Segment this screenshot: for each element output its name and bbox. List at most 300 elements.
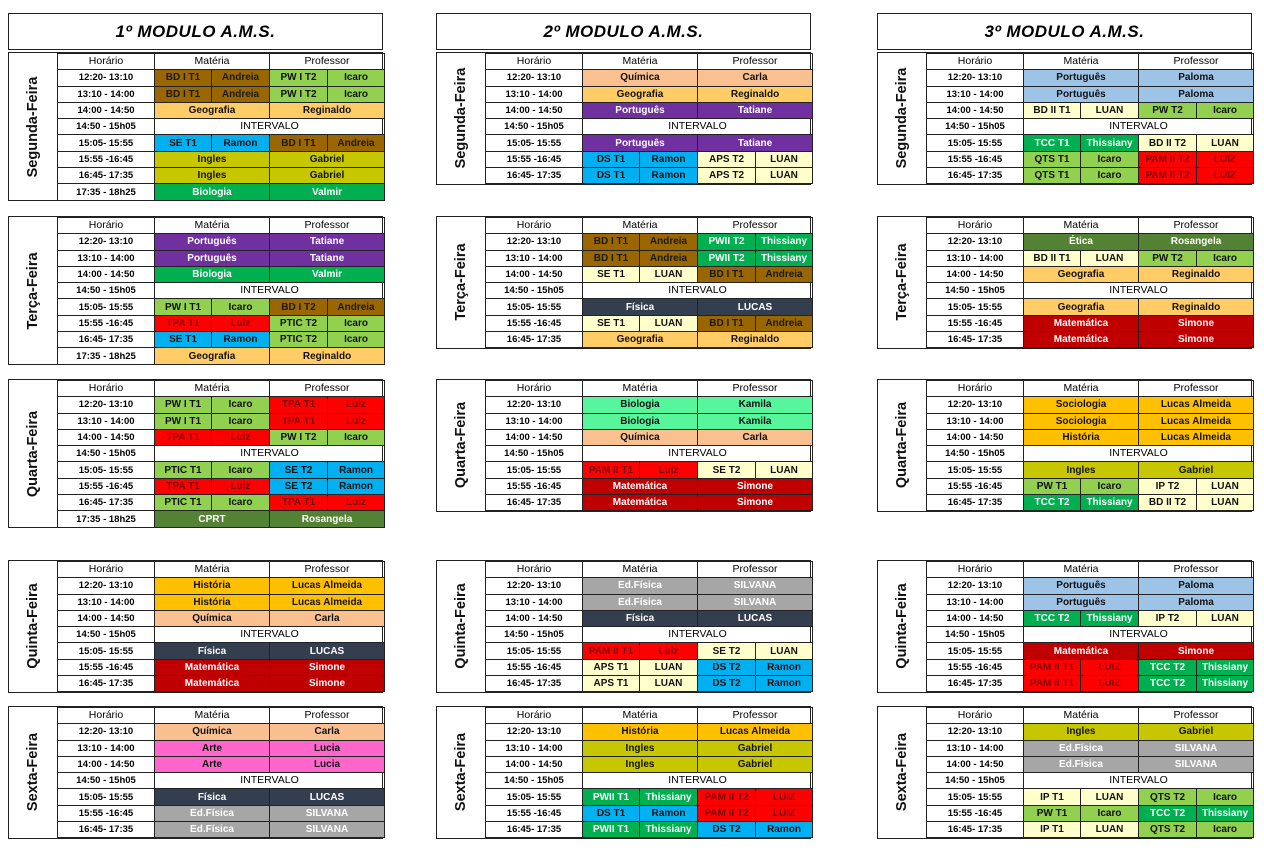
subject-cell: Biologia [583, 413, 698, 429]
table-row [486, 250, 813, 266]
time-slot: 14:50 - 15h05 [58, 627, 155, 643]
subject-cell: TCC T2 [1024, 495, 1081, 511]
subject-cell: Ed.Física [155, 822, 270, 838]
header-professor: Professor [1139, 381, 1254, 397]
teacher-cell: SILVANA [698, 578, 813, 594]
time-slot: 12:20- 13:10 [58, 234, 155, 250]
teacher-cell: Lucas Almeida [270, 578, 385, 594]
teacher-cell: LUAN [1197, 135, 1254, 151]
table-row [58, 102, 385, 118]
time-slot: 15:05- 15:55 [486, 789, 583, 805]
table-row [486, 315, 813, 331]
time-slot: 15:55 -16:45 [58, 805, 155, 821]
table-row [58, 610, 385, 626]
day-schedule-block [8, 379, 383, 528]
subject-cell: APS T1 [583, 659, 640, 675]
subject-cell: Ed.Física [155, 805, 270, 821]
time-slot: 16:45- 17:35 [486, 168, 583, 184]
subject-cell: Ed.Física [1024, 756, 1139, 772]
table-row [927, 659, 1254, 675]
table-row [486, 740, 813, 756]
time-slot: 14:50 - 15h05 [486, 773, 583, 789]
subject-cell: Sociologia [1024, 413, 1139, 429]
subject-cell: LUIZ [1081, 659, 1139, 675]
day-schedule-block [877, 706, 1252, 839]
table-row [927, 446, 1254, 462]
table-row [927, 578, 1254, 594]
subject-cell: TCC T2 [1024, 610, 1081, 626]
subject-cell: Português [155, 234, 270, 250]
table-row [486, 495, 813, 511]
teacher-cell: DS T2 [698, 822, 756, 838]
time-slot: 14:00 - 14:50 [58, 266, 155, 282]
day-label-text: Sexta-Feira [894, 733, 910, 812]
subject-cell: Química [583, 429, 698, 445]
teacher-cell: LUAN [1197, 478, 1254, 494]
day-schedule-block [8, 52, 383, 201]
table-row [927, 413, 1254, 429]
subject-cell: Ingles [1024, 724, 1139, 740]
header-materia: Matéria [1024, 381, 1139, 397]
day-label-text: Quinta-Feira [25, 583, 41, 670]
subject-cell: TPA T1 [155, 429, 212, 445]
subject-cell: QTS T1 [1024, 151, 1081, 167]
day-schedule-block [436, 560, 811, 693]
subject-cell: LUAN [1081, 102, 1139, 118]
subject-cell: Matemática [1024, 332, 1139, 348]
subject-cell: PW I T1 [155, 299, 212, 315]
teacher-cell: DS T2 [698, 659, 756, 675]
day-schedule-block [436, 706, 811, 839]
time-slot: 12:20- 13:10 [486, 724, 583, 740]
time-slot: 14:00 - 14:50 [58, 756, 155, 772]
subject-cell: Geografia [155, 102, 270, 118]
schedule-table [926, 561, 1254, 692]
time-slot: 15:55 -16:45 [486, 315, 583, 331]
time-slot: 13:10 - 14:00 [486, 86, 583, 102]
subject-cell: TCC T1 [1024, 135, 1081, 151]
subject-cell: Química [155, 610, 270, 626]
table-row [927, 168, 1254, 184]
subject-cell: LUIZ [1081, 676, 1139, 692]
teacher-cell: Carla [270, 724, 385, 740]
time-slot: 15:05- 15:55 [486, 135, 583, 151]
header-materia: Matéria [1024, 218, 1139, 234]
table-header-row [58, 54, 385, 70]
day-schedule-block [8, 560, 383, 693]
table-header-row [927, 562, 1254, 578]
table-row [486, 102, 813, 118]
teacher-cell: PAM II T2 [698, 805, 756, 821]
time-slot: 15:05- 15:55 [486, 462, 583, 478]
time-slot: 14:50 - 15h05 [58, 119, 155, 135]
table-header-row [927, 381, 1254, 397]
table-header-row [486, 218, 813, 234]
teacher-cell: IP T2 [1139, 610, 1197, 626]
day-label [878, 561, 926, 692]
table-row [58, 676, 385, 692]
header-professor: Professor [270, 381, 385, 397]
subject-cell: PWII T1 [583, 789, 640, 805]
time-slot: 13:10 - 14:00 [58, 594, 155, 610]
header-materia: Matéria [583, 708, 698, 724]
teacher-cell: Gabriel [270, 151, 385, 167]
table-row [58, 578, 385, 594]
table-row [58, 266, 385, 282]
time-slot: 14:00 - 14:50 [927, 610, 1024, 626]
subject-cell: BD II T1 [1024, 250, 1081, 266]
header-professor: Professor [1139, 54, 1254, 70]
subject-cell: Matemática [155, 659, 270, 675]
subject-cell: Ramon [212, 332, 270, 348]
subject-cell: Arte [155, 756, 270, 772]
header-horario: Horário [927, 54, 1024, 70]
table-row [58, 332, 385, 348]
teacher-cell: Reginaldo [270, 348, 385, 364]
teacher-cell: Ramon [756, 659, 813, 675]
time-slot: 14:00 - 14:50 [927, 266, 1024, 282]
teacher-cell: Reginaldo [1139, 299, 1254, 315]
table-row [486, 332, 813, 348]
header-professor: Professor [270, 562, 385, 578]
teacher-cell: PW I T2 [270, 70, 328, 86]
subject-cell: BD II T1 [1024, 102, 1081, 118]
time-slot: 16:45- 17:35 [927, 822, 1024, 838]
teacher-cell: TPA T1 [270, 495, 328, 511]
table-row [58, 429, 385, 445]
time-slot: 15:55 -16:45 [58, 151, 155, 167]
teacher-cell: Thissiany [756, 250, 813, 266]
time-slot: 15:55 -16:45 [58, 315, 155, 331]
teacher-cell: APS T2 [698, 151, 756, 167]
table-header-row [486, 708, 813, 724]
table-row [58, 446, 385, 462]
teacher-cell: TPA T1 [270, 397, 328, 413]
teacher-cell: Icaro [328, 429, 385, 445]
teacher-cell: Thissiany [756, 234, 813, 250]
header-materia: Matéria [583, 562, 698, 578]
header-materia: Matéria [583, 381, 698, 397]
teacher-cell: PAM II T2 [698, 789, 756, 805]
time-slot: 12:20- 13:10 [58, 724, 155, 740]
time-slot: 15:55 -16:45 [58, 478, 155, 494]
table-row [486, 578, 813, 594]
time-slot: 12:20- 13:10 [927, 724, 1024, 740]
table-row [927, 119, 1254, 135]
teacher-cell: SILVANA [270, 805, 385, 821]
subject-cell: Português [1024, 594, 1139, 610]
teacher-cell: APS T2 [698, 168, 756, 184]
time-slot: 15:05- 15:55 [927, 299, 1024, 315]
table-header-row [58, 562, 385, 578]
time-slot: 15:05- 15:55 [58, 789, 155, 805]
subject-cell: Luiz [212, 478, 270, 494]
time-slot: 14:50 - 15h05 [927, 446, 1024, 462]
table-row [486, 822, 813, 838]
subject-cell: DS T1 [583, 168, 640, 184]
schedule-table [926, 53, 1254, 184]
subject-cell: Luiz [212, 429, 270, 445]
table-row [58, 462, 385, 478]
teacher-cell: BD I T1 [270, 135, 328, 151]
subject-cell: Português [583, 102, 698, 118]
teacher-cell: QTS T2 [1139, 822, 1197, 838]
subject-cell: Português [583, 135, 698, 151]
subject-cell: Biologia [155, 266, 270, 282]
header-materia: Matéria [155, 708, 270, 724]
header-horario: Horário [58, 708, 155, 724]
day-label [878, 380, 926, 511]
subject-cell: LUAN [1081, 822, 1139, 838]
day-schedule-block [436, 379, 811, 512]
subject-cell: Andreia [640, 234, 698, 250]
subject-cell: Thissiany [640, 789, 698, 805]
header-horario: Horário [58, 54, 155, 70]
time-slot: 15:55 -16:45 [486, 478, 583, 494]
teacher-cell: Simone [270, 676, 385, 692]
subject-cell: Português [1024, 86, 1139, 102]
table-row [927, 299, 1254, 315]
interval-cell: INTERVALO [155, 446, 385, 462]
teacher-cell: Gabriel [1139, 462, 1254, 478]
subject-cell: Física [583, 299, 698, 315]
teacher-cell: Andreia [756, 266, 813, 282]
time-slot: 16:45- 17:35 [58, 495, 155, 511]
time-slot: 15:55 -16:45 [927, 315, 1024, 331]
subject-cell: História [155, 578, 270, 594]
subject-cell: Ramon [212, 135, 270, 151]
time-slot: 14:50 - 15h05 [486, 446, 583, 462]
header-professor: Professor [270, 218, 385, 234]
teacher-cell: Kamila [698, 397, 813, 413]
day-label [878, 707, 926, 838]
time-slot: 14:50 - 15h05 [58, 446, 155, 462]
table-header-row [927, 54, 1254, 70]
teacher-cell: Rosangela [1139, 234, 1254, 250]
teacher-cell: Icaro [1197, 789, 1254, 805]
subject-cell: Ramon [640, 151, 698, 167]
table-row [927, 283, 1254, 299]
subject-cell: Icaro [212, 299, 270, 315]
subject-cell: Física [155, 643, 270, 659]
table-row [927, 315, 1254, 331]
teacher-cell: Rosangela [270, 511, 385, 527]
table-row [58, 135, 385, 151]
day-label [878, 217, 926, 348]
time-slot: 13:10 - 14:00 [58, 740, 155, 756]
time-slot: 15:05- 15:55 [58, 299, 155, 315]
time-slot: 13:10 - 14:00 [486, 740, 583, 756]
subject-cell: DS T1 [583, 151, 640, 167]
time-slot: 15:05- 15:55 [486, 299, 583, 315]
subject-cell: Física [583, 610, 698, 626]
table-row [58, 250, 385, 266]
teacher-cell: SE T2 [698, 643, 756, 659]
header-horario: Horário [486, 218, 583, 234]
subject-cell: TPA T1 [155, 315, 212, 331]
subject-cell: IP T1 [1024, 822, 1081, 838]
time-slot: 15:55 -16:45 [486, 151, 583, 167]
subject-cell: Matemática [583, 495, 698, 511]
teacher-cell: LUAN [756, 643, 813, 659]
teacher-cell: LUIZ [1197, 168, 1254, 184]
table-row [58, 756, 385, 772]
table-row [927, 724, 1254, 740]
table-row [58, 168, 385, 184]
table-row [486, 283, 813, 299]
day-label [9, 217, 57, 364]
subject-cell: Geografia [1024, 266, 1139, 282]
time-slot: 15:55 -16:45 [927, 805, 1024, 821]
time-slot: 13:10 - 14:00 [58, 413, 155, 429]
teacher-cell: Simone [698, 495, 813, 511]
subject-cell: Ramon [640, 168, 698, 184]
teacher-cell: BD I T1 [698, 315, 756, 331]
time-slot: 15:05- 15:55 [486, 643, 583, 659]
table-row [58, 283, 385, 299]
teacher-cell: SILVANA [270, 822, 385, 838]
day-schedule-block [877, 379, 1252, 512]
time-slot: 15:05- 15:55 [927, 789, 1024, 805]
teacher-cell: Lucas Almeida [1139, 413, 1254, 429]
teacher-cell: Simone [1139, 643, 1254, 659]
teacher-cell: Valmir [270, 184, 385, 200]
schedule-table [926, 380, 1254, 511]
time-slot: 12:20- 13:10 [486, 234, 583, 250]
teacher-cell: Icaro [328, 332, 385, 348]
subject-cell: Biologia [155, 184, 270, 200]
subject-cell: Luiz [212, 315, 270, 331]
teacher-cell: Paloma [1139, 70, 1254, 86]
subject-cell: Luiz [640, 462, 698, 478]
table-row [927, 643, 1254, 659]
teacher-cell: TPA T1 [270, 413, 328, 429]
interval-cell: INTERVALO [1024, 627, 1254, 643]
table-header-row [927, 218, 1254, 234]
subject-cell: QTS T1 [1024, 168, 1081, 184]
subject-cell: Thissiany [1081, 495, 1139, 511]
time-slot: 14:00 - 14:50 [927, 429, 1024, 445]
time-slot: 15:05- 15:55 [927, 643, 1024, 659]
teacher-cell: LUAN [1197, 610, 1254, 626]
day-label-text: Quarta-Feira [894, 402, 910, 489]
time-slot: 12:20- 13:10 [58, 70, 155, 86]
subject-cell: PW I T1 [155, 397, 212, 413]
module-title: 1º MODULO A.M.S. [8, 13, 383, 50]
table-row [486, 86, 813, 102]
table-row [486, 70, 813, 86]
header-horario: Horário [927, 218, 1024, 234]
interval-cell: INTERVALO [155, 773, 385, 789]
header-professor: Professor [270, 54, 385, 70]
teacher-cell: Icaro [328, 86, 385, 102]
subject-cell: Ética [1024, 234, 1139, 250]
subject-cell: PTIC T1 [155, 462, 212, 478]
teacher-cell: PW I T2 [270, 429, 328, 445]
day-schedule-block [877, 216, 1252, 349]
interval-cell: INTERVALO [583, 627, 813, 643]
time-slot: 13:10 - 14:00 [927, 413, 1024, 429]
teacher-cell: Lucia [270, 756, 385, 772]
teacher-cell: Gabriel [270, 168, 385, 184]
time-slot: 13:10 - 14:00 [486, 250, 583, 266]
time-slot: 12:20- 13:10 [486, 397, 583, 413]
header-horario: Horário [927, 708, 1024, 724]
header-professor: Professor [1139, 708, 1254, 724]
table-row [58, 478, 385, 494]
table-row [927, 86, 1254, 102]
subject-cell: PAM II T1 [583, 462, 640, 478]
header-horario: Horário [58, 381, 155, 397]
subject-cell: PW T1 [1024, 478, 1081, 494]
table-row [927, 627, 1254, 643]
subject-cell: Química [155, 724, 270, 740]
teacher-cell: Luiz [328, 413, 385, 429]
day-label [437, 53, 485, 184]
teacher-cell: TCC T2 [1139, 659, 1197, 675]
table-row [486, 299, 813, 315]
day-label-text: Terça-Feira [894, 243, 910, 321]
interval-cell: INTERVALO [155, 283, 385, 299]
teacher-cell: Paloma [1139, 578, 1254, 594]
time-slot: 12:20- 13:10 [58, 397, 155, 413]
table-row [58, 627, 385, 643]
time-slot: 15:55 -16:45 [58, 659, 155, 675]
header-horario: Horário [486, 708, 583, 724]
subject-cell: Andreia [212, 86, 270, 102]
time-slot: 16:45- 17:35 [486, 332, 583, 348]
table-row [58, 299, 385, 315]
teacher-cell: Paloma [1139, 594, 1254, 610]
time-slot: 13:10 - 14:00 [58, 250, 155, 266]
day-label [437, 380, 485, 511]
teacher-cell: Lucas Almeida [1139, 429, 1254, 445]
header-professor: Professor [698, 381, 813, 397]
time-slot: 14:50 - 15h05 [486, 627, 583, 643]
day-label [437, 217, 485, 348]
subject-cell: Luiz [640, 643, 698, 659]
time-slot: 16:45- 17:35 [927, 332, 1024, 348]
subject-cell: Ed.Física [583, 578, 698, 594]
time-slot: 15:05- 15:55 [58, 135, 155, 151]
subject-cell: Ingles [583, 740, 698, 756]
subject-cell: Andreia [212, 70, 270, 86]
teacher-cell: Andreia [328, 299, 385, 315]
table-row [58, 234, 385, 250]
table-row [486, 168, 813, 184]
subject-cell: Icaro [212, 462, 270, 478]
time-slot: 15:05- 15:55 [927, 135, 1024, 151]
table-row [58, 151, 385, 167]
time-slot: 15:05- 15:55 [927, 462, 1024, 478]
subject-cell: Thissiany [640, 822, 698, 838]
time-slot: 14:00 - 14:50 [486, 102, 583, 118]
teacher-cell: Icaro [328, 315, 385, 331]
subject-cell: Geografia [583, 86, 698, 102]
table-row [58, 789, 385, 805]
table-row [486, 462, 813, 478]
table-row [486, 805, 813, 821]
table-row [927, 756, 1254, 772]
table-row [58, 315, 385, 331]
table-row [58, 643, 385, 659]
table-row [58, 773, 385, 789]
day-label-text: Quarta-Feira [25, 410, 41, 497]
day-schedule-block [8, 706, 383, 839]
time-slot: 14:50 - 15h05 [927, 119, 1024, 135]
interval-cell: INTERVALO [1024, 446, 1254, 462]
table-row [58, 184, 385, 200]
